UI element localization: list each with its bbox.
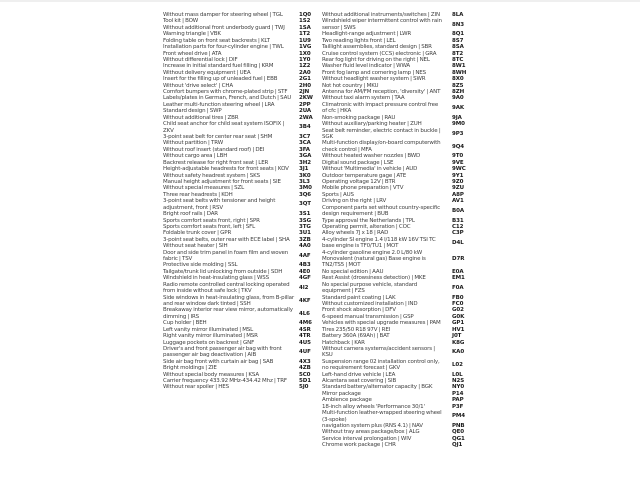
entry-pr-code: 8Z5 bbox=[452, 82, 464, 89]
entry-pr-code: 2JN bbox=[299, 89, 310, 96]
entry-pr-code: 9VE bbox=[452, 159, 464, 166]
entry-description: Digital sound package | LSE bbox=[322, 159, 394, 166]
entry-description: Chrome work package | CHR bbox=[322, 442, 396, 449]
entry-pr-code: GP1 bbox=[452, 320, 465, 327]
entry-description: 6-speed manual transmission | GSP bbox=[322, 313, 414, 320]
entry-pr-code: L02 bbox=[452, 361, 463, 368]
pr-code-entry bbox=[322, 102, 468, 115]
entry-pr-code: 4A0 bbox=[299, 243, 311, 250]
entry-pr-code: 1U9 bbox=[299, 37, 311, 44]
entry-description: Luggage pockets on backrest | GNF bbox=[163, 339, 255, 346]
entry-description: Front shock absorption | DFV bbox=[322, 307, 396, 314]
entry-pr-code: 9M0 bbox=[452, 121, 465, 128]
entry-pr-code: 3CA bbox=[299, 140, 311, 147]
entry-description: Child seat anchor for child seat system ISOFIX | ZKV bbox=[163, 121, 285, 134]
entry-description: Height-adjustable headrests for front seats | KOV bbox=[163, 166, 289, 173]
entry-pr-code: 4KF bbox=[299, 297, 311, 304]
entry-pr-code: 9T0 bbox=[452, 153, 464, 160]
entry-description: 4-cylinder SI engine 1.4 l/118 kW 16V TSI TC base engine is TF0/TU1 | MOT bbox=[322, 236, 436, 250]
entry-pr-code: 4E0 bbox=[299, 268, 311, 275]
entry-description: Mirror package bbox=[322, 390, 361, 397]
entry-pr-code: 3FA bbox=[299, 146, 310, 153]
pr-code-entry bbox=[163, 384, 315, 390]
entry-description: Folding table on front seat backrests | KLT bbox=[163, 37, 270, 44]
entry-pr-code: 5C0 bbox=[299, 371, 311, 378]
entry-description: Without 'drive select' | CHA bbox=[163, 82, 233, 89]
entry-description: Without additional tires | ZBR bbox=[163, 114, 239, 121]
entry-pr-code: E0A bbox=[452, 268, 464, 275]
entry-pr-code: 1X0 bbox=[299, 50, 311, 57]
entry-description: Without safety headrest system | SKS bbox=[163, 172, 260, 179]
entry-pr-code: 3B4 bbox=[299, 124, 311, 131]
entry-pr-code: 9Y1 bbox=[452, 172, 464, 179]
entry-pr-code: 1SA bbox=[299, 24, 311, 31]
entry-pr-code: 8N3 bbox=[452, 21, 464, 28]
entry-description: Labels/plates in German, French, and Dutch | SAU bbox=[163, 95, 292, 102]
entry-pr-code: 1Y0 bbox=[299, 56, 311, 63]
pr-code-entry bbox=[322, 205, 468, 218]
entry-description: Bright roof rails | DAR bbox=[163, 211, 218, 218]
entry-description: Sports | AUS bbox=[322, 191, 354, 198]
entry-pr-code: 4B3 bbox=[299, 262, 311, 269]
entry-description: Component parts set without country-specific design requirement | BUB bbox=[322, 204, 441, 218]
entry-description: Without partition | TRW bbox=[163, 140, 223, 147]
entry-pr-code: 3Q6 bbox=[299, 191, 312, 198]
entry-description: Without heated washer nozzles | BWD bbox=[322, 153, 421, 160]
pr-code-entry bbox=[322, 18, 468, 31]
entry-description: Without camera systems/accident sensors | KSU bbox=[322, 345, 435, 359]
entry-pr-code: 4U5 bbox=[299, 339, 311, 346]
entry-description: Taillight assemblies, standard design | SBR bbox=[322, 44, 432, 51]
entry-description: Vehicles with special upgrade measures | PAM bbox=[322, 320, 441, 327]
entry-pr-code: PNB bbox=[452, 423, 465, 429]
entry-description: Three rear headrests | KOH bbox=[163, 191, 233, 198]
equipment-code-list bbox=[163, 12, 468, 449]
entry-description: navigation system plus (RNS 4.1) | NAV bbox=[322, 423, 423, 429]
entry-pr-code: EM1 bbox=[452, 275, 465, 282]
entry-pr-code: HV1 bbox=[452, 326, 465, 333]
entry-pr-code: 3L3 bbox=[299, 178, 310, 185]
pr-code-entry bbox=[322, 410, 468, 423]
entry-pr-code: PAP bbox=[452, 397, 464, 404]
entry-description: Driver's and front passenger air bag with front passenger air bag deactivation | AIB bbox=[163, 345, 282, 359]
entry-pr-code: 8Q1 bbox=[452, 31, 465, 38]
entry-pr-code: 9AK bbox=[452, 105, 465, 112]
entry-description: Without seat heater | SIH bbox=[163, 243, 228, 250]
entry-pr-code: C3P bbox=[452, 230, 464, 237]
entry-description: Multi-function leather-wrapped steering wheel (3-spoke) bbox=[322, 410, 442, 423]
entry-description: Without tray areas package/box | ALG bbox=[322, 429, 420, 436]
entry-pr-code: 3SG bbox=[299, 217, 312, 224]
entry-pr-code: 8WH bbox=[452, 69, 467, 76]
entry-description: Installation parts for four-cylinder engine | TWL bbox=[163, 44, 284, 51]
entry-description: Left vanity mirror illuminated | MSL bbox=[163, 326, 254, 333]
entry-pr-code: 8LA bbox=[452, 12, 464, 18]
entry-description: Cruise control system (CCS) electronic | GRA bbox=[322, 50, 437, 57]
entry-pr-code: N2S bbox=[452, 378, 465, 385]
entry-description: Sports comfort seats front, left | SFL bbox=[163, 223, 256, 230]
entry-pr-code: 3U1 bbox=[299, 230, 311, 237]
entry-description: Side windows in heat-insulating glass, from B-pillar and rear window dark tinted | SSH bbox=[163, 294, 294, 307]
entry-pr-code: 9JA bbox=[452, 114, 462, 121]
entry-description: Antenna for AM/FM reception, 'diversity' | ANT bbox=[322, 89, 441, 96]
entry-pr-code: 3TG bbox=[299, 223, 311, 230]
pr-code-entry bbox=[163, 198, 315, 211]
entry-description: Radio remote controlled central locking operated from inside without safe lock | TKV bbox=[163, 281, 290, 295]
entry-pr-code: QJ1 bbox=[452, 442, 463, 449]
entry-description: Without headlight washer system | SWR bbox=[322, 76, 426, 83]
entry-pr-code: D7R bbox=[452, 256, 465, 263]
entry-description: Climatronic with impact pressure control free of cfc | HKA bbox=[322, 101, 439, 115]
entry-description: Windshield in heat-insulating glass | WSS bbox=[163, 275, 269, 282]
entry-description: Driving on the right | LRV bbox=[322, 198, 387, 205]
pr-code-entry bbox=[322, 359, 468, 372]
entry-description: Outdoor temperature gage | ATE bbox=[322, 172, 407, 179]
entry-pr-code: G02 bbox=[452, 307, 464, 314]
entry-pr-code: 3J1 bbox=[299, 166, 309, 173]
entry-pr-code: 4UF bbox=[299, 349, 311, 356]
entry-description: Front fog lamp and cornering lamp | NES bbox=[322, 69, 426, 76]
entry-description: Ambience package bbox=[322, 397, 372, 404]
entry-description: 3-point seat belt for center rear seat | SHM bbox=[163, 134, 273, 141]
pr-code-entry bbox=[322, 442, 468, 448]
entry-pr-code: 9Q4 bbox=[452, 143, 465, 150]
entry-pr-code: FB0 bbox=[452, 294, 464, 301]
entry-description: Without roof insert (standard roof) | DEI bbox=[163, 146, 265, 153]
entry-description: Protective side molding | SSL bbox=[163, 262, 238, 269]
entry-pr-code: 3QT bbox=[299, 201, 311, 208]
entry-pr-code: 3H2 bbox=[299, 159, 311, 166]
entry-pr-code: 8ZH bbox=[452, 89, 465, 96]
entry-pr-code: 2H0 bbox=[299, 82, 311, 89]
entry-pr-code: 4TR bbox=[299, 333, 311, 340]
entry-description: Bright moldings | ZIE bbox=[163, 365, 217, 372]
entry-pr-code: 2WA bbox=[299, 114, 313, 121]
entry-description: Increase in initial standard fuel filling | KRM bbox=[163, 63, 274, 70]
entry-description: Rest Assist (drowsiness detection) | MKE bbox=[322, 275, 426, 282]
entry-pr-code: 8T2 bbox=[452, 50, 464, 57]
entry-description: Alcantara seat covering | SIB bbox=[322, 378, 397, 385]
entry-description: Without special measures | SZL bbox=[163, 185, 245, 192]
entry-description: Tool kit | BOW bbox=[163, 18, 199, 25]
entry-pr-code: 5J0 bbox=[299, 384, 309, 391]
entry-description: Warning triangle | VBK bbox=[163, 31, 221, 38]
entry-description: Standard battery/alternator capacity | BGK bbox=[322, 384, 433, 391]
entry-pr-code: 4SR bbox=[299, 326, 311, 333]
entry-description: Alloy wheels 7J x 18 | RAD bbox=[322, 230, 389, 237]
entry-description: Right vanity mirror illuminated | MSR bbox=[163, 333, 258, 340]
entry-description: Without additional instruments/switches | ZIN bbox=[322, 12, 440, 18]
entry-pr-code: 4X3 bbox=[299, 358, 311, 365]
entry-pr-code: 3S1 bbox=[299, 211, 311, 218]
entry-description: Seat belt reminder, electric contact in buckle | SGK bbox=[322, 127, 441, 141]
pr-code-entry bbox=[322, 237, 468, 250]
entry-description: No special edition | AAU bbox=[322, 268, 384, 275]
entry-pr-code: 8W1 bbox=[452, 63, 466, 70]
entry-pr-code: 8TC bbox=[452, 56, 464, 63]
entry-pr-code: 1Q0 bbox=[299, 12, 312, 18]
entry-pr-code: PM4 bbox=[452, 413, 466, 420]
pr-code-entry bbox=[322, 250, 468, 269]
entry-pr-code: 9WC bbox=[452, 166, 466, 173]
entry-pr-code: 2UA bbox=[299, 108, 312, 115]
entry-description: Tires 235/50 R18 97V | REI bbox=[322, 326, 391, 333]
entry-description: Suspension range 02 installation control only, no requirement forecast | GKV bbox=[322, 358, 440, 372]
entry-description: Insert for the filling up of unleaded fuel | EBB bbox=[163, 76, 278, 83]
pr-code-entry bbox=[322, 282, 468, 295]
entry-pr-code: 8S7 bbox=[452, 37, 464, 44]
pr-code-entry bbox=[163, 346, 315, 359]
entry-description: Carrier frequency 433.92 MHz-434.42 Mhz | TRF bbox=[163, 378, 287, 385]
entry-pr-code: 2G1 bbox=[299, 76, 311, 83]
entry-pr-code: QE0 bbox=[452, 429, 464, 436]
entry-description: Standard paint coating | LAK bbox=[322, 294, 396, 301]
entry-description: Battery 360A (69Ah) | BAT bbox=[322, 333, 390, 340]
entry-pr-code: A8P bbox=[452, 191, 464, 198]
entry-pr-code: B31 bbox=[452, 217, 464, 224]
entry-description: Operating voltage 12V | BTR bbox=[322, 178, 396, 185]
entry-description: Not hot country | MKU bbox=[322, 82, 379, 89]
entry-description: 4-cylinder gasoline engine 2.0 L/80 kW Monovalent (natural gas) Base engine is TN2/TS5 | MOT bbox=[322, 249, 426, 269]
entry-pr-code: 3M0 bbox=[299, 185, 312, 192]
entry-pr-code: 4I2 bbox=[299, 284, 309, 291]
entry-description: Without rear spoiler | HES bbox=[163, 384, 229, 391]
entry-description: Type approval the Netherlands | TPL bbox=[322, 217, 415, 224]
entry-description: Left-hand drive vehicle | LEA bbox=[322, 371, 396, 378]
entry-description: Cup holder | BEH bbox=[163, 320, 207, 327]
entry-description: 3-point seat belts, outer rear with ECE label | SHA bbox=[163, 236, 290, 243]
entry-pr-code: K8G bbox=[452, 339, 465, 346]
entry-pr-code: 9P3 bbox=[452, 130, 464, 137]
entry-pr-code: 4ZB bbox=[299, 365, 311, 372]
entry-pr-code: L0L bbox=[452, 371, 463, 378]
pr-code-entry bbox=[163, 121, 315, 134]
entry-pr-code: NY0 bbox=[452, 384, 465, 391]
entry-pr-code: 5D1 bbox=[299, 378, 311, 385]
entry-pr-code: P3F bbox=[452, 403, 464, 410]
pr-code-entry bbox=[322, 140, 468, 153]
entry-description: Operating permit, alteration | COC bbox=[322, 223, 411, 230]
entry-description: Front wheel drive | ATA bbox=[163, 50, 222, 57]
entry-pr-code: B0A bbox=[452, 207, 464, 214]
pr-code-entry bbox=[322, 128, 468, 141]
entry-pr-code: 1T2 bbox=[299, 31, 311, 38]
entry-description: Without differential lock | DIF bbox=[163, 56, 238, 63]
entry-description: Backrest release for right front seat | LER bbox=[163, 159, 269, 166]
entry-pr-code: 4AF bbox=[299, 252, 311, 259]
entry-pr-code: 1VG bbox=[299, 44, 312, 51]
entry-pr-code: 4GF bbox=[299, 275, 311, 282]
entry-description: Without additional front underbody guard | TWJ bbox=[163, 24, 285, 31]
entry-description: Side air bag front with curtain air bag | SAB bbox=[163, 358, 274, 365]
entry-description: Windshield wiper intermittent control with rain sensor | SWS bbox=[322, 18, 442, 31]
entry-description: Service interval prolongation | WIV bbox=[322, 435, 412, 442]
entry-pr-code: J0T bbox=[452, 333, 462, 340]
entry-pr-code: 9A0 bbox=[452, 95, 464, 102]
entry-description: Without auxiliary/parking heater | ZUH bbox=[322, 121, 422, 128]
entry-description: Without customized installation | IND bbox=[322, 300, 418, 307]
entry-description: Door and side trim panel in foam film and woven fabric | TSV bbox=[163, 249, 289, 263]
entry-description: Breakaway interior rear view mirror, automatically dimming | IRS bbox=[163, 307, 293, 320]
entry-pr-code: P14 bbox=[452, 390, 464, 397]
pr-code-entry bbox=[163, 282, 315, 295]
entry-description: Without mass damper for steering wheel | TGL bbox=[163, 12, 283, 18]
entry-pr-code: F0A bbox=[452, 284, 464, 291]
entry-description: No special purpose vehicle, standard equipment | FZS bbox=[322, 281, 418, 295]
entry-description: Foldable trunk cover | GPR bbox=[163, 230, 232, 237]
entry-description: Manual height adjustment for front seats | SIE bbox=[163, 178, 281, 185]
entry-description: Without special body measures | KSA bbox=[163, 371, 259, 378]
entry-pr-code: KA0 bbox=[452, 349, 465, 356]
entry-pr-code: AV1 bbox=[452, 198, 464, 205]
entry-description: Hatchback | KAR bbox=[322, 339, 365, 346]
entry-pr-code: C12 bbox=[452, 223, 464, 230]
entry-pr-code: QG1 bbox=[452, 435, 465, 442]
entry-pr-code: D4L bbox=[452, 239, 464, 246]
entry-pr-code: 1Z2 bbox=[299, 63, 311, 70]
entry-description: Without cargo area | LBH bbox=[163, 153, 228, 160]
entry-description: Without taxi alarm system | TAA bbox=[322, 95, 405, 102]
entry-description: Standard design | SWP bbox=[163, 108, 222, 115]
entry-pr-code: G0K bbox=[452, 313, 465, 320]
pr-code-entry bbox=[163, 250, 315, 263]
entry-pr-code: 9ZU bbox=[452, 185, 464, 192]
entry-pr-code: 2A0 bbox=[299, 69, 311, 76]
entry-pr-code: 2PP bbox=[299, 101, 311, 108]
code-column-left bbox=[163, 12, 315, 449]
entry-pr-code: 4M6 bbox=[299, 320, 312, 327]
entry-pr-code: 9Z0 bbox=[452, 178, 464, 185]
entry-description: Mobile phone preparation | VTV bbox=[322, 185, 404, 192]
entry-description: 18-inch alloy wheels 'Performance 30/1' bbox=[322, 403, 425, 410]
entry-description: Washer fluid level indicator | WWA bbox=[322, 63, 411, 70]
entry-description: Sports comfort seats front, right | SPR bbox=[163, 217, 260, 224]
entry-pr-code: 8X0 bbox=[452, 76, 464, 83]
entry-description: Comfort bumpers with chrome-plated strip | STF bbox=[163, 89, 288, 96]
entry-pr-code: FC0 bbox=[452, 300, 464, 307]
entry-pr-code: 4L6 bbox=[299, 310, 310, 317]
entry-pr-code: 8SA bbox=[452, 44, 464, 51]
entry-description: Non-smoking package | RAU bbox=[322, 114, 396, 121]
entry-pr-code: 3C7 bbox=[299, 134, 311, 141]
pr-code-entry bbox=[163, 307, 315, 320]
entry-pr-code: 3GA bbox=[299, 153, 312, 160]
entry-description: Multi-function display/on-board computerwith check control | MFA bbox=[322, 140, 441, 153]
pr-code-entry bbox=[322, 346, 468, 359]
code-column-right bbox=[322, 12, 468, 449]
pr-code-entry bbox=[163, 295, 315, 308]
entry-pr-code: 3ZB bbox=[299, 236, 311, 243]
entry-description: Rear fog light for driving on the right | NEL bbox=[322, 56, 430, 63]
entry-description: Tailgate/trunk lid unlocking from outside | SDH bbox=[163, 268, 283, 275]
entry-pr-code: 1S2 bbox=[299, 18, 311, 25]
entry-description: 3-point seat belts with tensioner and height adjustment, front | RSV bbox=[163, 198, 276, 211]
entry-pr-code: 3K0 bbox=[299, 172, 311, 179]
entry-pr-code: 2KW bbox=[299, 95, 313, 102]
entry-description: Two reading lights front | LEL bbox=[322, 37, 396, 44]
entry-description: Headlight-range adjustment | LWR bbox=[322, 31, 412, 38]
page-top-edge bbox=[0, 0, 640, 2]
entry-description: Without delivery equipment | UEA bbox=[163, 69, 251, 76]
entry-description: Leather multi-function steering wheel | LRA bbox=[163, 101, 275, 108]
entry-description: Without 'Multimedia' in vehicle | AUD bbox=[322, 166, 418, 173]
